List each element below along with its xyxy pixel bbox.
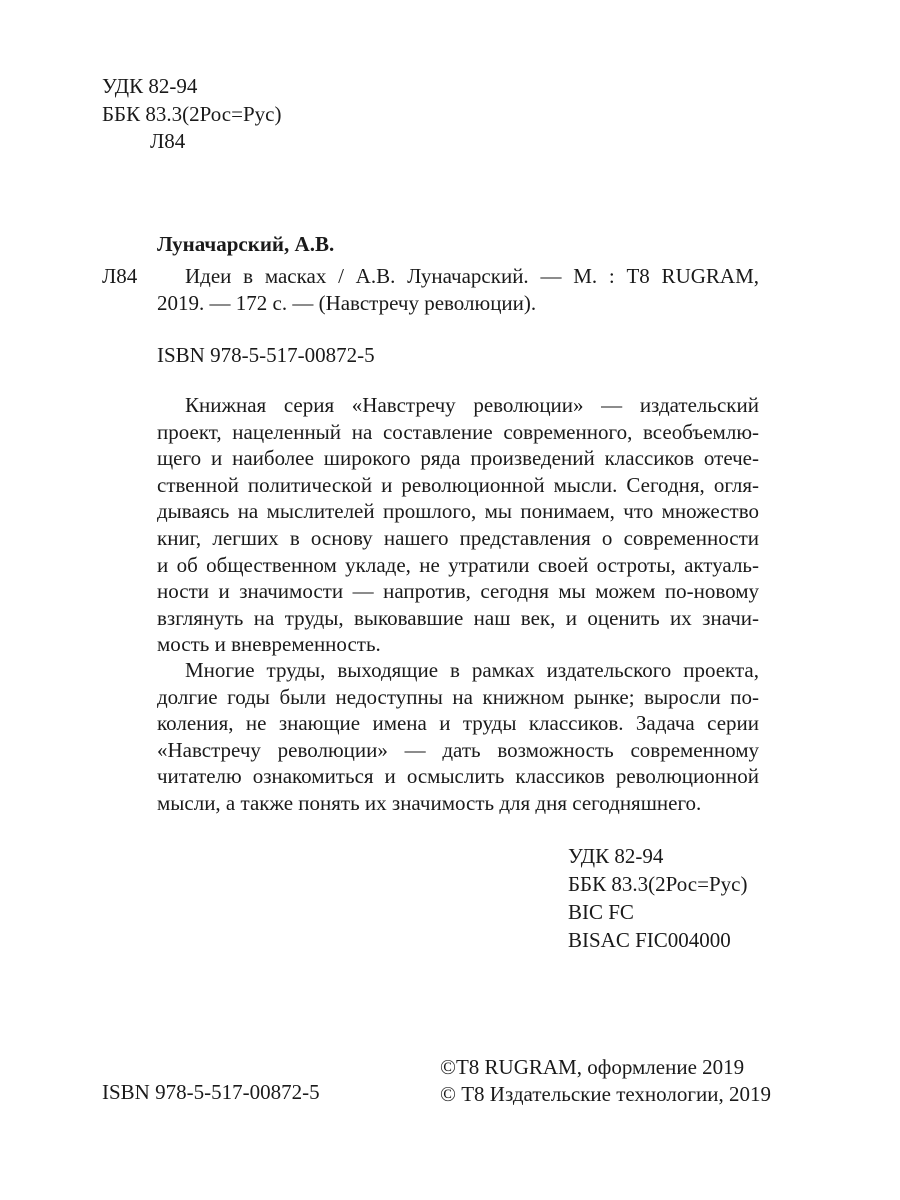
udk-code: УДК 82-94 (568, 844, 664, 868)
annotation-line: коления, не знающие имена и труды классиков. Задача серии (157, 711, 759, 736)
annotation-line: проект, нацеленный на составление современного, всеобъемлю- (157, 419, 759, 444)
bic-code: BIC FC (568, 900, 634, 924)
isbn-footer: ISBN 978-5-517-00872-5 (102, 1080, 320, 1104)
annotation-line: мысли, а также понять их значимость для дня сегодняшнего. (157, 790, 702, 815)
annotation-paragraph-2 (157, 657, 759, 817)
classification-codes-block (568, 842, 747, 954)
bibliographic-description-line-2: 2019. — 172 с. — (Навстречу революции). (157, 291, 537, 315)
annotation-paragraph-1 (157, 392, 759, 658)
copyright-publisher: © Т8 Издательские технологии, 2019 (440, 1082, 771, 1106)
annotation-line: Книжная серия «Навстречу революции» — издательский (185, 393, 759, 417)
annotation-line: ности и значимости — напротив, сегодня мы можем по-новому (157, 579, 759, 604)
copyright-design: ©Т8 RUGRAM, оформление 2019 (440, 1055, 745, 1079)
udk-code-top: УДК 82-94 (102, 74, 198, 98)
author-heading: Луначарский, А.В. (157, 232, 335, 256)
bbk-code: ББК 83.3(2Рос=Рус) (568, 872, 748, 896)
annotation-line: и об общественном укладе, не утратили своей остроты, актуаль- (157, 552, 759, 577)
author-sign-record: Л84 (102, 264, 138, 288)
annotation-line: книг, легших в основу нашего представления о современности (157, 525, 759, 550)
isbn-record: ISBN 978-5-517-00872-5 (157, 343, 375, 367)
annotation-line: читателю ознакомиться и осмыслить классиков революционной (157, 764, 759, 789)
annotation-line: ственной политической и революционной мысли. Сегодня, огля- (157, 472, 759, 497)
annotation-line: взглянуть на труды, выковавшие наш век, и оценить их значи- (157, 605, 759, 630)
annotation-line: Многие труды, выходящие в рамках издательского проекта, (185, 658, 759, 682)
annotation-line: щего и наиболее широкого ряда произведений классиков отече- (157, 446, 759, 471)
bisac-code: BISAC FIC004000 (568, 928, 731, 952)
bibliographic-description-line-1: Идеи в масках / А.В. Луначарский. — М. : Т8 RUGRAM, (185, 264, 759, 288)
annotation-line: долгие годы были недоступны на книжном рынке; выросли по- (157, 684, 759, 709)
annotation-line: мость и вневременность. (157, 632, 381, 657)
author-sign-top: Л84 (150, 129, 186, 153)
bbk-code-top: ББК 83.3(2Рос=Рус) (102, 102, 282, 126)
annotation-line: «Навстречу революции» — дать возможность современному (157, 737, 759, 762)
annotation-line: дываясь на мыслителей прошлого, мы понимаем, что множество (157, 499, 759, 524)
